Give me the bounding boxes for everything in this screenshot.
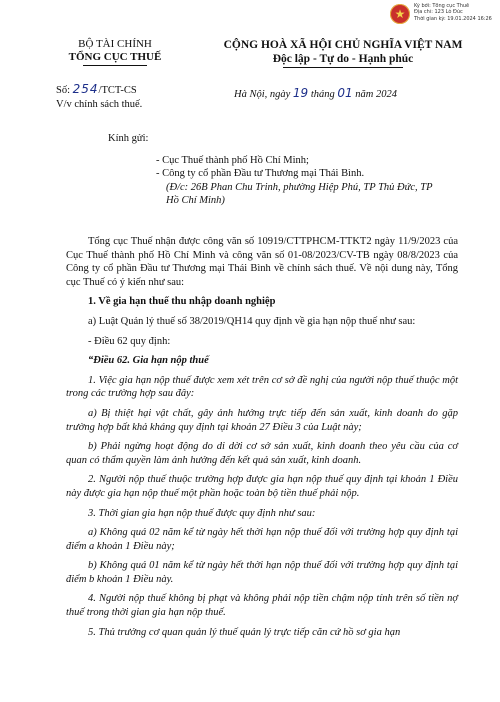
section-heading: 1. Về gia hạn thuế thu nhập doanh nghiệp: [88, 296, 276, 308]
clause-3b: b) Không quá 01 năm kể từ ngày hết thời hạn nộp thuế đối với trường hợp quy định tại điểm b khoản 1 Điều này.: [66, 560, 458, 585]
clause-5: 5. Thủ trưởng cơ quan quản lý thuế quản lý trực tiếp căn cứ hồ sơ gia hạn: [88, 626, 401, 638]
recipient-address: (Đ/c: 26B Phan Chu Trinh, phường Hiệp Phú, TP Thủ Đức, TP Hồ Chí Minh): [166, 181, 433, 206]
date-month: 01: [337, 86, 353, 100]
clause-3: 3. Thời gian gia hạn nộp thuế được quy định như sau:: [88, 507, 316, 519]
document-subject: V/v chính sách thuế.: [56, 99, 143, 110]
signature-time: Thời gian ký: 19.01.2024 16:26: [414, 15, 492, 22]
clause-1b: b) Phải ngừng hoạt động do di dời cơ sở sản xuất, kinh doanh theo yêu cầu của cơ quan có thẩm quyền làm ảnh hưởng đến kết quả sản xuất, kinh doanh.: [66, 441, 458, 466]
ministry-name: BỘ TÀI CHÍNH: [78, 38, 152, 50]
date-day: 19: [292, 86, 309, 100]
article-title: “Điều 62. Gia hạn nộp thuế: [88, 355, 209, 367]
motto-underline: [283, 67, 403, 68]
recipients: [108, 132, 436, 208]
clause-1: 1. Việc gia hạn nộp thuế được xem xét trên cơ sở đề nghị của người nộp thuế thuộc một trong các trường hợp sau đây:: [66, 374, 458, 400]
document-reference: [56, 82, 142, 112]
signature-signer: Ký bởi: Tổng cục Thuế: [414, 3, 470, 9]
country-name: CỘNG HOÀ XÃ HỘI CHỦ NGHĨA VIỆT NAM: [223, 39, 463, 51]
number-prefix: Số:: [56, 85, 71, 96]
date-prefix: Hà Nội, ngày: [234, 89, 291, 100]
recipient-1: - Cục Thuế thành phố Hồ Chí Minh;: [156, 154, 309, 166]
signature-address: Địa chỉ: 123 Lò Đúc: [414, 9, 463, 16]
clause-1a: a) Bị thiệt hại vật chất, gây ảnh hưởng trực tiếp đến sản xuất, kinh doanh do gặp trường hợp bất khả kháng quy định tại khoản 27 Điều 3 của Luật này;: [66, 407, 458, 433]
greeting: Kính gửi:: [108, 133, 149, 144]
clause-3a: a) Không quá 02 năm kể từ ngày hết thời hạn nộp thuế đối với trường hợp quy định tại điểm a khoản 1 Điều này;: [66, 527, 458, 552]
date-year: năm 2024: [355, 89, 397, 100]
header-divider: [83, 65, 147, 66]
digital-signature: [390, 3, 496, 31]
date-month-label: tháng: [310, 89, 335, 100]
department-name: TỔNG CỤC THUẾ: [68, 51, 162, 63]
clause-2: 2. Người nộp thuế thuộc trường hợp được gia hạn nộp thuế quy định tại khoản 1 Điều này được gia hạn nộp thuế một phần hoặc toàn bộ tiền thuế phải nộp.: [66, 474, 458, 499]
number-suffix: /TCT-CS: [98, 85, 137, 96]
national-motto: Độc lập - Tự do - Hạnh phúc: [272, 53, 414, 65]
national-header: [198, 38, 488, 68]
document-number-handwritten: 254: [72, 82, 99, 96]
issuer-block: [40, 38, 190, 66]
article-intro: - Điều 62 quy định:: [88, 335, 171, 347]
item-a: a) Luật Quản lý thuế số 38/2019/QH14 quy định về gia hạn nộp thuế như sau:: [88, 315, 416, 327]
clause-4: 4. Người nộp thuế không bị phạt và không phải nộp tiền chậm nộp tính trên số tiền nợ thuế trong thời gian gia hạn nộp thuế.: [66, 593, 458, 619]
national-emblem-icon: ★: [390, 4, 410, 24]
recipient-2: - Công ty cổ phần Đầu tư Thương mại Thái Bình.: [156, 168, 365, 179]
issue-date: [234, 86, 397, 100]
intro-paragraph: Tổng cục Thuế nhận được công văn số 10919/CTTPHCM-TTKT2 ngày 11/9/2023 của Cục Thuế thành phố Hồ Chí Minh và công văn số 01-08/2023/CV-TB ngày 08/8/2023 của Công ty cổ phần Đầu tư Thương mại Thái Bình về chính sách thuế. Về nội dung này, Tổng cục Thuế có ý kiến như sau:: [66, 236, 458, 288]
letter-body: [66, 235, 458, 639]
